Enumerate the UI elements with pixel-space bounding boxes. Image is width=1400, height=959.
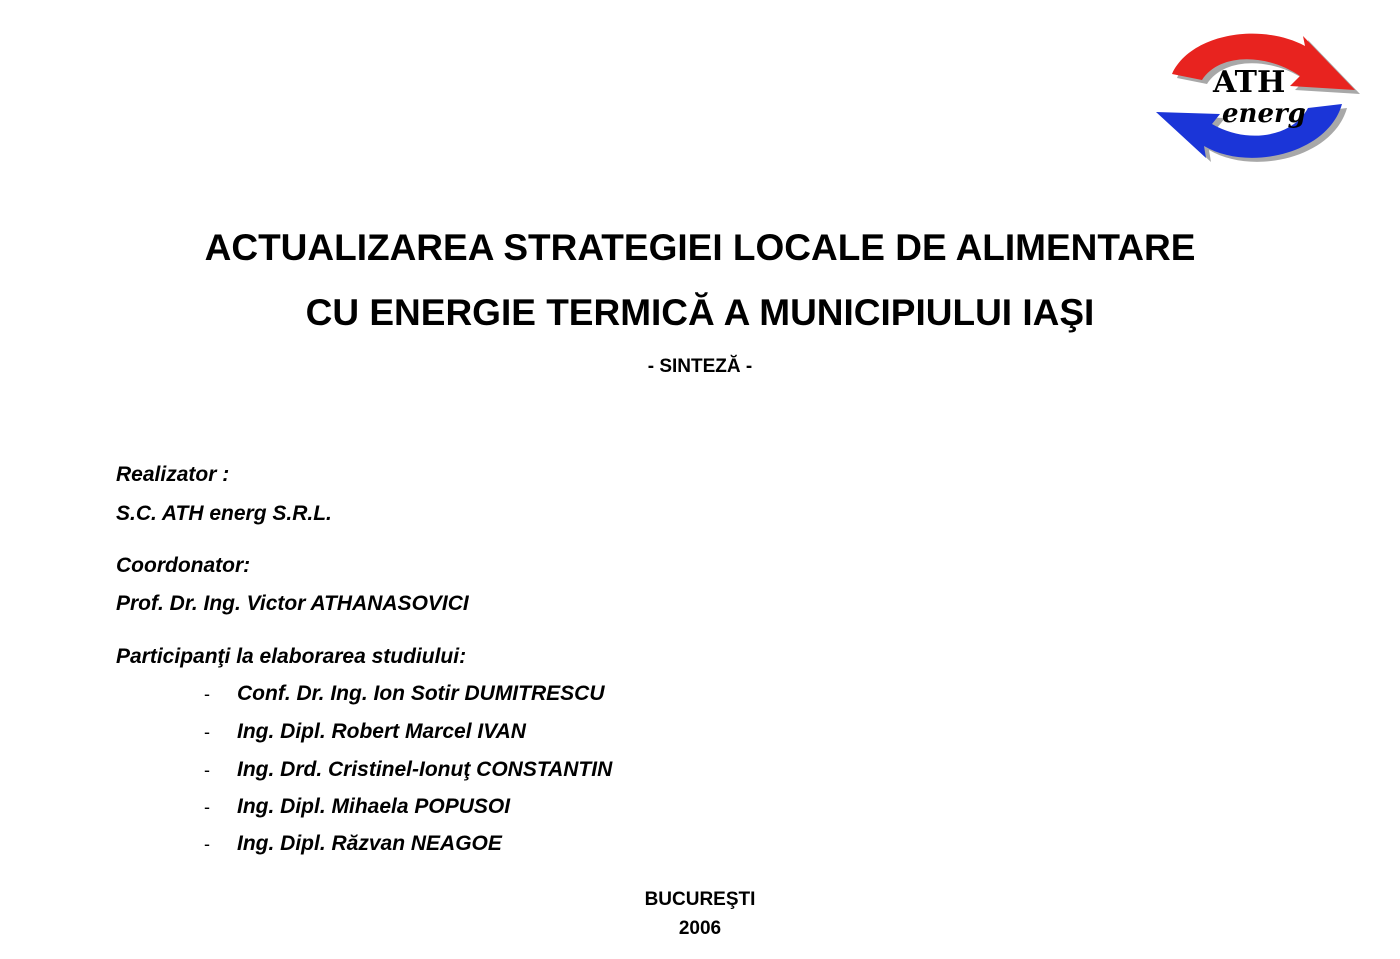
bullet-dash: - xyxy=(204,684,210,704)
list-item xyxy=(0,720,700,750)
participant-name: Ing. Dipl. Mihaela POPUSOI xyxy=(237,795,511,818)
coordonator-label: Coordonator: xyxy=(116,554,251,577)
bullet-dash: - xyxy=(204,760,210,780)
list-item xyxy=(0,832,700,862)
list-item xyxy=(0,795,700,825)
logo-text-main: ATH xyxy=(1213,65,1286,100)
realizator-value: S.C. ATH energ S.R.L. xyxy=(116,502,332,525)
document-title-line-1: ACTUALIZAREA STRATEGIEI LOCALE DE ALIMENTARE xyxy=(204,227,1196,268)
document-subtitle: - SINTEZĂ - xyxy=(647,356,753,377)
document-year: 2006 xyxy=(678,918,722,939)
bullet-dash: - xyxy=(204,797,210,817)
document-city: BUCUREŞTI xyxy=(644,889,756,910)
list-item xyxy=(0,758,700,788)
participant-name: Ing. Dipl. Răzvan NEAGOE xyxy=(237,832,502,855)
participant-name: Ing. Drd. Cristinel-Ionuţ CONSTANTIN xyxy=(237,758,613,781)
participant-name: Conf. Dr. Ing. Ion Sotir DUMITRESCU xyxy=(237,682,605,705)
list-item xyxy=(0,682,700,712)
participants-label: Participanţi la elaborarea studiului: xyxy=(116,645,467,668)
document-title-line-2: CU ENERGIE TERMICĂ A MUNICIPIULUI IAŞI xyxy=(305,292,1095,333)
ath-energ-logo xyxy=(1150,28,1365,173)
participant-name: Ing. Dipl. Robert Marcel IVAN xyxy=(237,720,526,743)
coordonator-value: Prof. Dr. Ing. Victor ATHANASOVICI xyxy=(116,592,469,615)
bullet-dash: - xyxy=(204,722,210,742)
bullet-dash: - xyxy=(204,834,210,854)
logo-text-sub: energ xyxy=(1222,99,1306,129)
realizator-label: Realizator : xyxy=(116,463,230,486)
